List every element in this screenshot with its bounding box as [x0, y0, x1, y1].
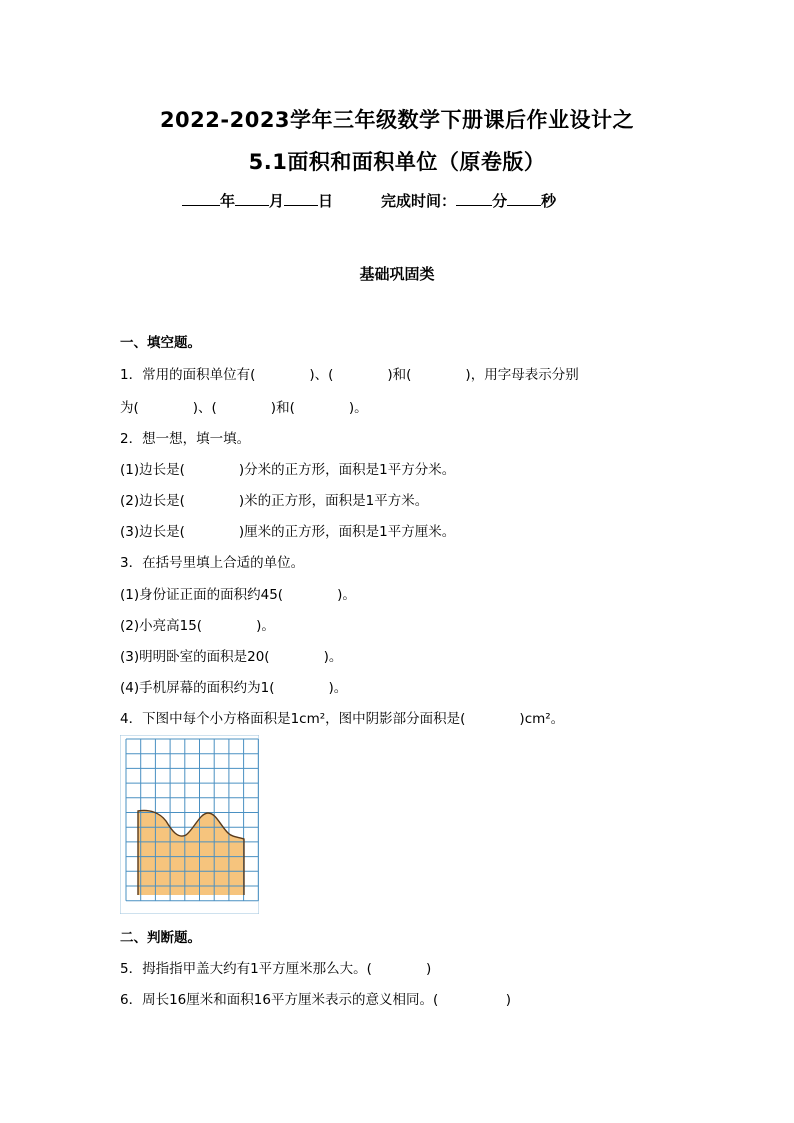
- question-6: 6．周长16厘米和面积16平方厘米表示的意义相同。( ): [120, 992, 511, 1008]
- date-line: [182, 190, 556, 211]
- minute-label: 分: [492, 192, 508, 210]
- question-4: 4．下图中每个小方格面积是1cm²，图中阴影部分面积是( )cm²。: [120, 711, 565, 727]
- question-3-1: (1)身份证正面的面积约45( )。: [120, 587, 356, 603]
- question-2-2: (2)边长是( )米的正方形，面积是1平方米。: [120, 493, 429, 509]
- time-label: 完成时间：: [381, 192, 457, 210]
- grid-svg: [120, 735, 259, 914]
- section-title: 基础巩固类: [359, 265, 435, 283]
- year-label: 年: [220, 192, 236, 210]
- minute-blank: [456, 191, 492, 206]
- question-3: 3．在括号里填上合适的单位。: [120, 555, 305, 571]
- part1-heading: 一、填空题。: [120, 335, 201, 351]
- month-blank: [235, 191, 269, 206]
- month-label: 月: [269, 192, 285, 210]
- second-label: 秒: [541, 192, 557, 210]
- area-grid-figure: [120, 735, 259, 914]
- question-2-3: (3)边长是( )厘米的正方形，面积是1平方厘米。: [120, 524, 456, 540]
- part2-heading: 二、判断题。: [120, 930, 201, 946]
- question-5: 5．拇指指甲盖大约有1平方厘米那么大。( ): [120, 961, 432, 977]
- year-blank: [182, 191, 220, 206]
- second-blank: [507, 191, 541, 206]
- question-3-3: (3)明明卧室的面积是20( )。: [120, 649, 343, 665]
- question-3-2: (2)小亮高15( )。: [120, 618, 275, 634]
- worksheet-subtitle: 5.1面积和面积单位（原卷版）: [248, 150, 546, 174]
- question-2: 2．想一想，填一填。: [120, 431, 251, 447]
- question-1-line2: 为( )、( )和( )。: [120, 400, 368, 416]
- question-2-1: (1)边长是( )分米的正方形，面积是1平方分米。: [120, 462, 456, 478]
- worksheet-title: 2022-2023学年三年级数学下册课后作业设计之: [159, 108, 635, 132]
- day-label: 日: [318, 192, 334, 210]
- question-1-line1: 1．常用的面积单位有( )、( )和( )，用字母表示分别: [120, 367, 579, 383]
- question-3-4: (4)手机屏幕的面积约为1( )。: [120, 680, 348, 696]
- day-blank: [284, 191, 318, 206]
